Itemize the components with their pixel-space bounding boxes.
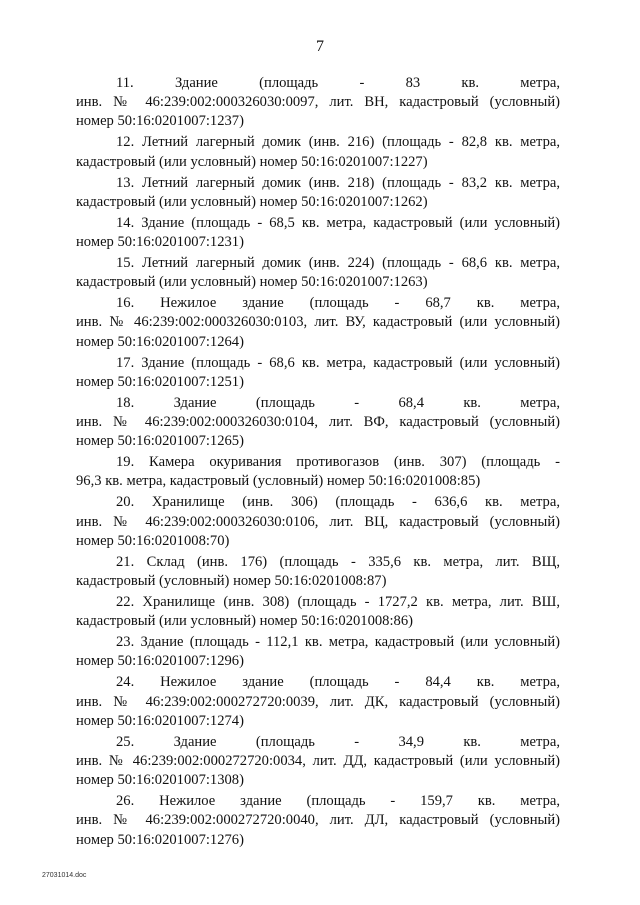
item-line: 25. Здание (площадь - 34,9 кв. метра, — [116, 733, 560, 750]
item-line: 18. Здание (площадь - 68,4 кв. метра, — [116, 394, 560, 411]
footer-filename: 27031014.doc — [42, 872, 87, 879]
item-line: 26. Нежилое здание (площадь - 159,7 кв. метра, — [116, 793, 560, 810]
list-item — [76, 453, 560, 491]
item-line: 22. Хранилище (инв. 308) (площадь - 1727,2 кв. метра, лит. ВШ, — [116, 594, 560, 611]
item-line: 13. Летний лагерный домик (инв. 218) (площадь - 83,2 кв. метра, — [116, 174, 560, 191]
item-line: инв. № 46:239:002:000272720:0040, лит. ДЛ, кадастровый (условный) — [76, 812, 560, 829]
list-item — [76, 214, 560, 252]
list-item — [76, 593, 560, 631]
list-item — [76, 493, 560, 551]
document-body — [76, 74, 560, 852]
item-line: номер 50:16:0201007:1276) — [76, 831, 244, 848]
item-line: кадастровый (или условный) номер 50:16:0201008:86) — [76, 613, 413, 630]
item-line: 24. Нежилое здание (площадь - 84,4 кв. метра, — [116, 674, 560, 691]
item-line: кадастровый (условный) номер 50:16:0201008:87) — [76, 573, 387, 590]
item-line: инв. № 46:239:002:000326030:0106, лит. ВЦ, кадастровый (условный) — [76, 513, 560, 530]
item-line: номер 50:16:0201007:1251) — [76, 373, 244, 390]
item-line: номер 50:16:0201008:70) — [76, 532, 230, 549]
list-item — [76, 673, 560, 731]
item-line: 23. Здание (площадь - 112,1 кв. метра, кадастровый (или условный) — [116, 634, 560, 651]
item-line: номер 50:16:0201007:1274) — [76, 712, 244, 729]
item-line: 12. Летний лагерный домик (инв. 216) (площадь - 82,8 кв. метра, — [116, 134, 560, 151]
list-item — [76, 553, 560, 591]
item-line: 96,3 кв. метра, кадастровый (условный) номер 50:16:0201008:85) — [76, 473, 481, 490]
list-item — [76, 792, 560, 850]
item-line: номер 50:16:0201007:1308) — [76, 772, 244, 789]
item-line: номер 50:16:0201007:1264) — [76, 333, 244, 350]
item-line: инв. № 46:239:002:000272720:0039, лит. ДК, кадастровый (условный) — [76, 693, 560, 710]
list-item — [76, 733, 560, 791]
list-item — [76, 254, 560, 292]
item-line: 20. Хранилище (инв. 306) (площадь - 636,6 кв. метра, — [116, 494, 560, 511]
item-line: 15. Летний лагерный домик (инв. 224) (площадь - 68,6 кв. метра, — [116, 255, 560, 272]
page-number: 7 — [316, 38, 324, 55]
list-item — [76, 294, 560, 352]
item-line: 21. Склад (инв. 176) (площадь - 335,6 кв. метра, лит. ВЩ, — [116, 553, 560, 570]
item-line: 14. Здание (площадь - 68,5 кв. метра, кадастровый (или условный) — [116, 214, 560, 231]
item-line: номер 50:16:0201007:1237) — [76, 113, 244, 130]
list-item — [76, 354, 560, 392]
item-line: инв. № 46:239:002:000326030:0104, лит. ВФ, кадастровый (условный) — [76, 414, 560, 431]
item-line: 19. Камера окуривания противогазов (инв. 307) (площадь - — [116, 454, 560, 471]
list-item — [76, 633, 560, 671]
item-line: кадастровый (или условный) номер 50:16:0201007:1227) — [76, 153, 428, 170]
list-item — [76, 74, 560, 132]
item-line: кадастровый (или условный) номер 50:16:0201007:1263) — [76, 274, 428, 291]
item-line: номер 50:16:0201007:1296) — [76, 653, 244, 670]
item-line: 11. Здание (площадь - 83 кв. метра, — [116, 75, 560, 91]
item-line: 16. Нежилое здание (площадь - 68,7 кв. метра, — [116, 295, 560, 312]
item-line: кадастровый (или условный) номер 50:16:0201007:1262) — [76, 193, 428, 210]
item-line: номер 50:16:0201007:1231) — [76, 234, 244, 251]
item-line: инв. № 46:239:002:000326030:0097, лит. ВН, кадастровый (условный) — [76, 94, 560, 111]
item-line: номер 50:16:0201007:1265) — [76, 433, 244, 450]
list-item — [76, 174, 560, 212]
item-line: 17. Здание (площадь - 68,6 кв. метра, кадастровый (или условный) — [116, 354, 560, 371]
list-item — [76, 394, 560, 452]
list-item — [76, 133, 560, 171]
item-line: инв. № 46:239:002:000326030:0103, лит. ВУ, кадастровый (или условный) — [76, 314, 560, 331]
item-line: инв. № 46:239:002:000272720:0034, лит. ДД, кадастровый (или условный) — [76, 753, 560, 770]
